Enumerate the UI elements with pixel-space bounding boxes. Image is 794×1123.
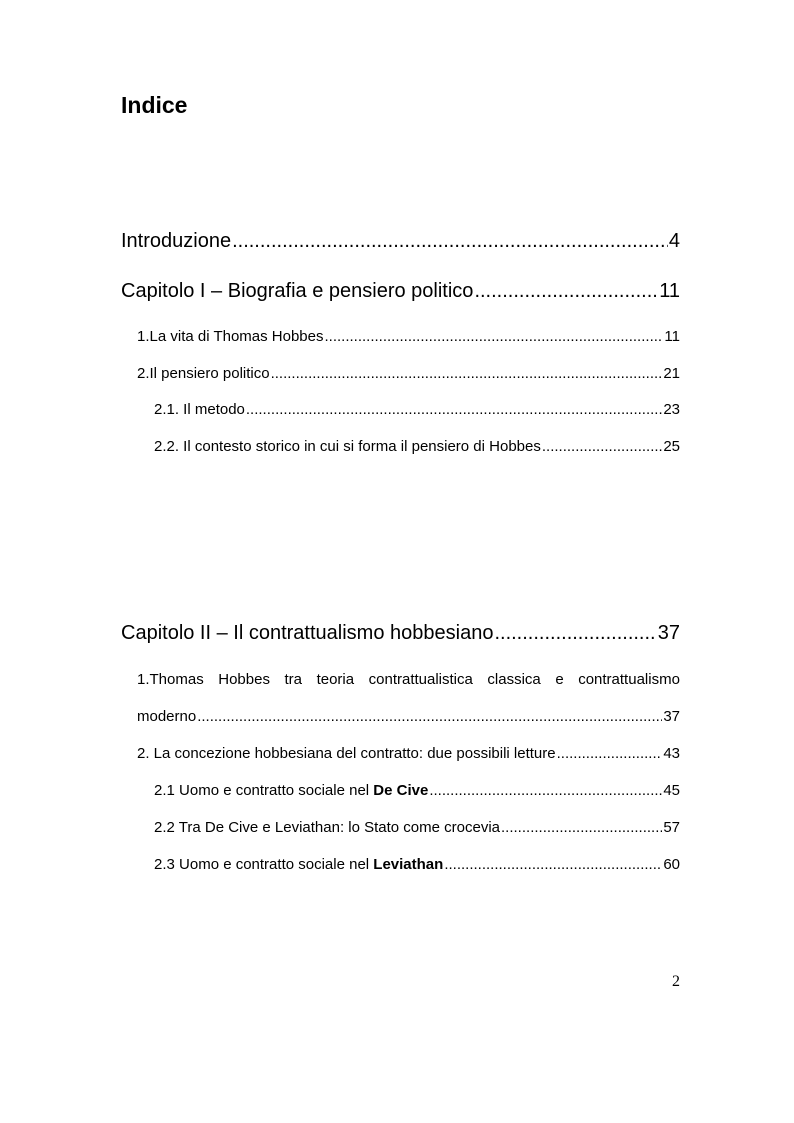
toc-entry-introduzione[interactable] — [121, 230, 680, 253]
toc-entry-page: 45 — [663, 782, 680, 799]
toc-entry-page: 4 — [668, 230, 680, 252]
toc-entry-2-2-1[interactable] — [154, 782, 680, 799]
toc-entry-label: Capitolo II – Il contrattualismo hobbesiano — [121, 622, 494, 644]
toc-entry-page: 11 — [664, 328, 680, 345]
toc-entry-page: 43 — [663, 745, 680, 762]
toc-entry-page: 21 — [663, 365, 680, 382]
toc-leader-dots — [501, 819, 662, 836]
toc-entry-2-2-3[interactable] — [154, 856, 680, 873]
toc-entry-1-2[interactable] — [137, 365, 680, 382]
toc-entry-2-1-line1[interactable] — [137, 671, 680, 688]
toc-entry-label: 1.La vita di Thomas Hobbes — [137, 328, 324, 345]
toc-entry-label: 2.Il pensiero politico — [137, 365, 270, 382]
toc-entry-label-text: 2.3 Uomo e contratto sociale nel — [154, 856, 374, 873]
toc-leader-dots — [444, 856, 662, 873]
toc-leader-dots — [197, 708, 662, 725]
toc-entry-2-2-2[interactable] — [154, 819, 680, 836]
toc-leader-dots — [474, 280, 658, 303]
toc-leader-dots — [246, 401, 662, 418]
toc-entry-2-2[interactable] — [137, 745, 680, 762]
toc-entry-label-title: Leviathan — [373, 856, 444, 873]
toc-entry-page: 25 — [663, 438, 680, 455]
toc-entry-page: 37 — [663, 708, 680, 725]
toc-entry-1-1[interactable] — [137, 328, 680, 345]
toc-entry-label: 2.1. Il metodo — [154, 401, 245, 418]
toc-leader-dots — [271, 365, 663, 382]
toc-word: tra — [284, 671, 303, 688]
toc-entry-2-1-line2[interactable] — [137, 708, 680, 725]
toc-entry-label: moderno — [137, 708, 197, 725]
page-title: Indice — [121, 92, 188, 118]
toc-entry-page: 11 — [659, 280, 680, 302]
toc-word: e — [555, 671, 564, 688]
toc-entry-label: 2.2 Tra De Cive e Leviathan: lo Stato come crocevia — [154, 819, 501, 836]
toc-word: Hobbes — [218, 671, 270, 688]
toc-leader-dots — [542, 438, 662, 455]
toc-word: teoria — [316, 671, 355, 688]
page-number: 2 — [672, 973, 680, 990]
toc-entry-label-title: De Cive — [373, 782, 429, 799]
toc-entry-page: 60 — [663, 856, 680, 873]
toc-entry-label-text: 2.1 Uomo e contratto sociale nel — [154, 782, 374, 799]
toc-entry-1-2-1[interactable] — [154, 401, 680, 418]
toc-word: contrattualistica — [368, 671, 473, 688]
toc-leader-dots — [557, 745, 663, 762]
toc-leader-dots — [232, 230, 668, 253]
toc-entry-label: 2. La concezione hobbesiana del contratto: due possibili letture — [137, 745, 556, 762]
toc-entry-label: Capitolo I – Biografia e pensiero politico — [121, 280, 474, 302]
toc-word: classica — [487, 671, 541, 688]
toc-entry-label — [154, 856, 443, 873]
toc-entry-1-2-2[interactable] — [154, 438, 680, 455]
toc-entry-capitolo-1[interactable] — [121, 280, 680, 303]
toc-word: 1.Thomas — [137, 671, 204, 688]
toc-leader-dots — [494, 622, 656, 645]
toc-entry-label: Introduzione — [121, 230, 232, 252]
toc-entry-capitolo-2[interactable] — [121, 622, 680, 645]
toc-word: contrattualismo — [578, 671, 680, 688]
toc-leader-dots — [325, 328, 664, 345]
toc-entry-page: 57 — [663, 819, 680, 836]
toc-entry-page: 23 — [663, 401, 680, 418]
toc-entry-page: 37 — [657, 622, 680, 644]
toc-entry-label — [154, 782, 428, 799]
toc-entry-label: 2.2. Il contesto storico in cui si forma il pensiero di Hobbes — [154, 438, 541, 455]
toc-leader-dots — [429, 782, 662, 799]
